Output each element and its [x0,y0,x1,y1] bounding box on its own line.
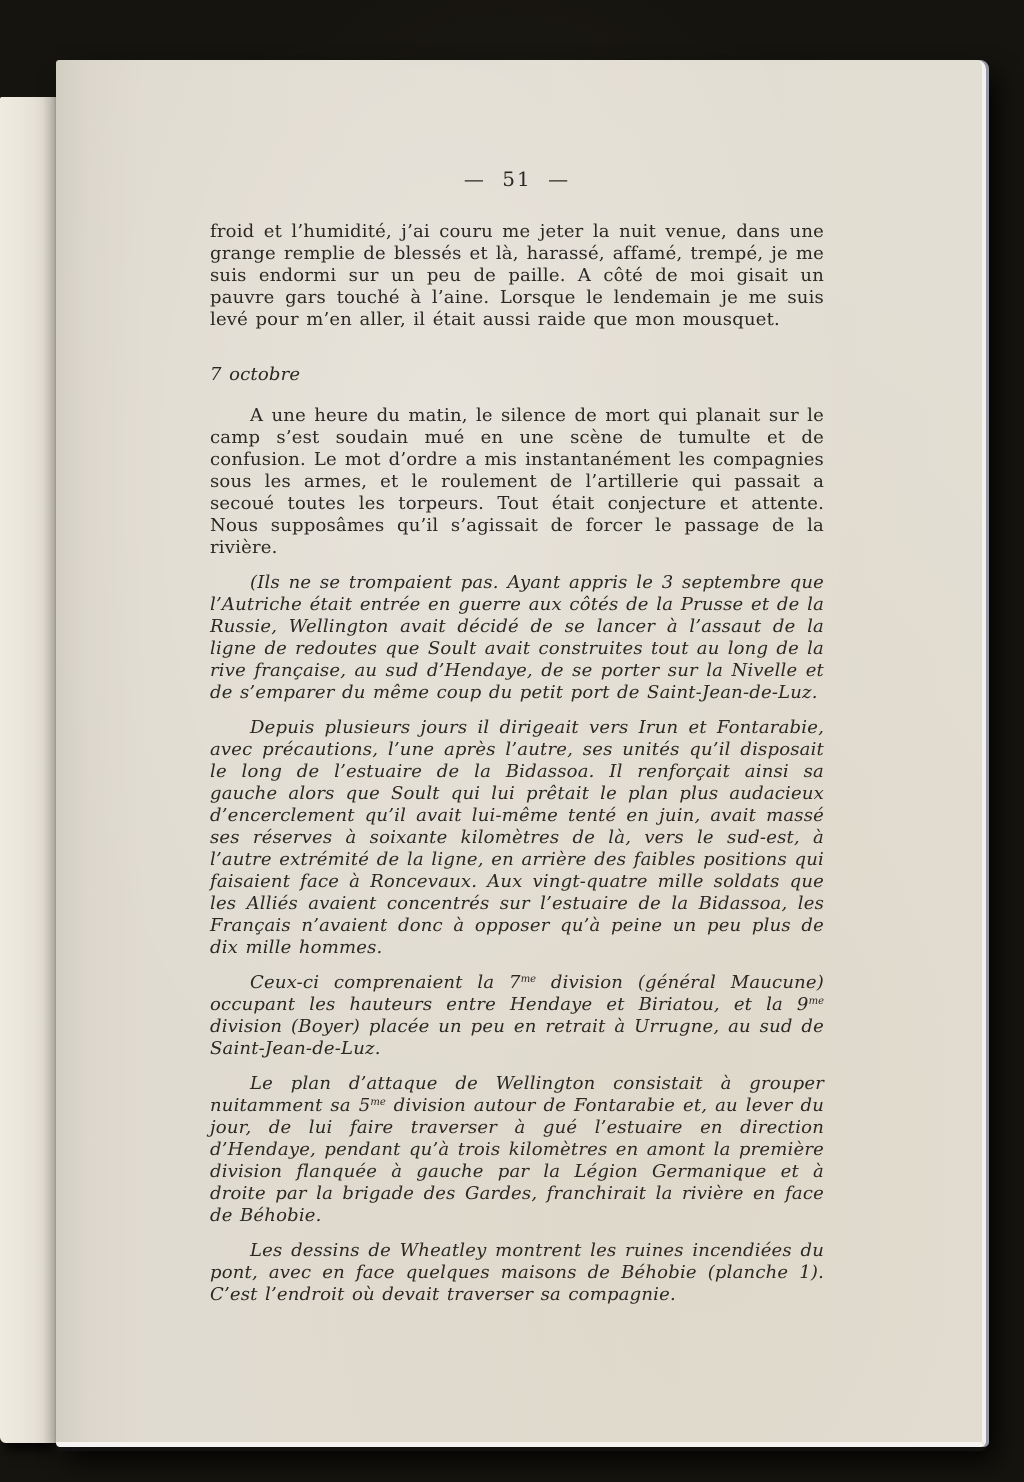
text-run: Le plan d’attaque de Wellington consistait à grouper nuitamment sa 5 [210,1073,824,1116]
paragraph [210,221,824,331]
text-run: division (général Maucune) occupant les hauteurs entre Hendaye et Biriatou, et la 9 [210,972,824,1015]
paragraph [210,405,824,559]
paragraph [210,1240,824,1306]
page-text-area [210,168,824,1306]
text-run: (Ils ne se trompaient pas. Ayant appris le 3 septembre que l’Autriche était entrée en guerre aux côtés de la Prusse et de la Russie, Wellington avait décidé de se lancer à l’assaut de la ligne de redoutes que Soult avait construites tout au long de la rive française, au sud d’Hendaye, de se porter sur la Nivelle et de s’emparer du même coup du petit port de Saint-Jean-de-Luz. [210,572,824,703]
paragraph [210,1073,824,1227]
text-run: division (Boyer) placée un peu en retrait à Urrugne, au sud de Saint-Jean-de-Luz. [210,1016,824,1059]
text-run: A une heure du matin, le silence de mort qui planait sur le camp s’est soudain mué en une scène de tumulte et de confusion. Le mot d’ordre a mis instantanément les compagnies sous les armes, et le roulement de l’artillerie qui passait a secoué toutes les torpeurs. Tout était conjecture et attente. Nous supposâmes qu’il s’agissait de forcer le passage de la rivière. [210,405,824,558]
text-run: 7 octobre [210,364,301,385]
text-run: froid et l’humidité, j’ai couru me jeter la nuit venue, dans une grange remplie de blessés et là, harassé, affamé, trempé, je me suis endormi sur un peu de paille. A côté de moi gisait un pauvre gars touché à l’aine. Lorsque le lendemain je me suis levé pour m’en aller, il était aussi raide que mon mousquet. [210,221,824,330]
superscript-text: me [370,1097,386,1108]
paragraph [210,572,824,704]
superscript-text: me [808,996,824,1007]
book-gutter-page-edges [0,97,60,1443]
document-blocks [210,221,824,1306]
book-page [56,60,986,1447]
text-run: division autour de Fontarabie et, au lever du jour, de lui faire traverser à gué l’estuaire en direction d’Hendaye, pendant qu’à trois kilomètres en amont la première division flanquée à gauche par la Légion Germanique et à droite par la brigade des Gardes, franchirait la rivière en face de Béhobie. [210,1095,824,1226]
superscript-text: me [520,974,537,985]
text-run: Ceux-ci comprenaient la 7 [250,972,521,993]
section-heading [210,364,824,386]
paragraph [210,972,824,1060]
page-number: — 51 — [463,167,571,191]
text-run: Les dessins de Wheatley montrent les ruines incendiées du pont, avec en face quelques maisons de Béhobie (planche 1). C’est l’endroit où devait traverser sa compagnie. [210,1240,824,1305]
paragraph [210,717,824,959]
text-run: Depuis plusieurs jours il dirigeait vers Irun et Fontarabie, avec précautions, l’une après l’autre, ses unités qu’il disposait le long de l’estuaire de la Bidassoa. Il renforçait ainsi sa gauche alors que Soult qui lui prêtait le plan plus audacieux d’encerclement qu’il avait lui-même tenté en juin, avait massé ses réserves à soixante kilomètres de là, vers le sud-est, à l’autre extrémité de la ligne, en arrière des faibles positions qui faisaient face à Roncevaux. Aux vingt-quatre mille soldats que les Alliés avaient concentrés sur l’estuaire de la Bidassoa, les Français n’avaient donc à opposer qu’à peine un peu plus de dix mille hommes. [210,717,824,958]
